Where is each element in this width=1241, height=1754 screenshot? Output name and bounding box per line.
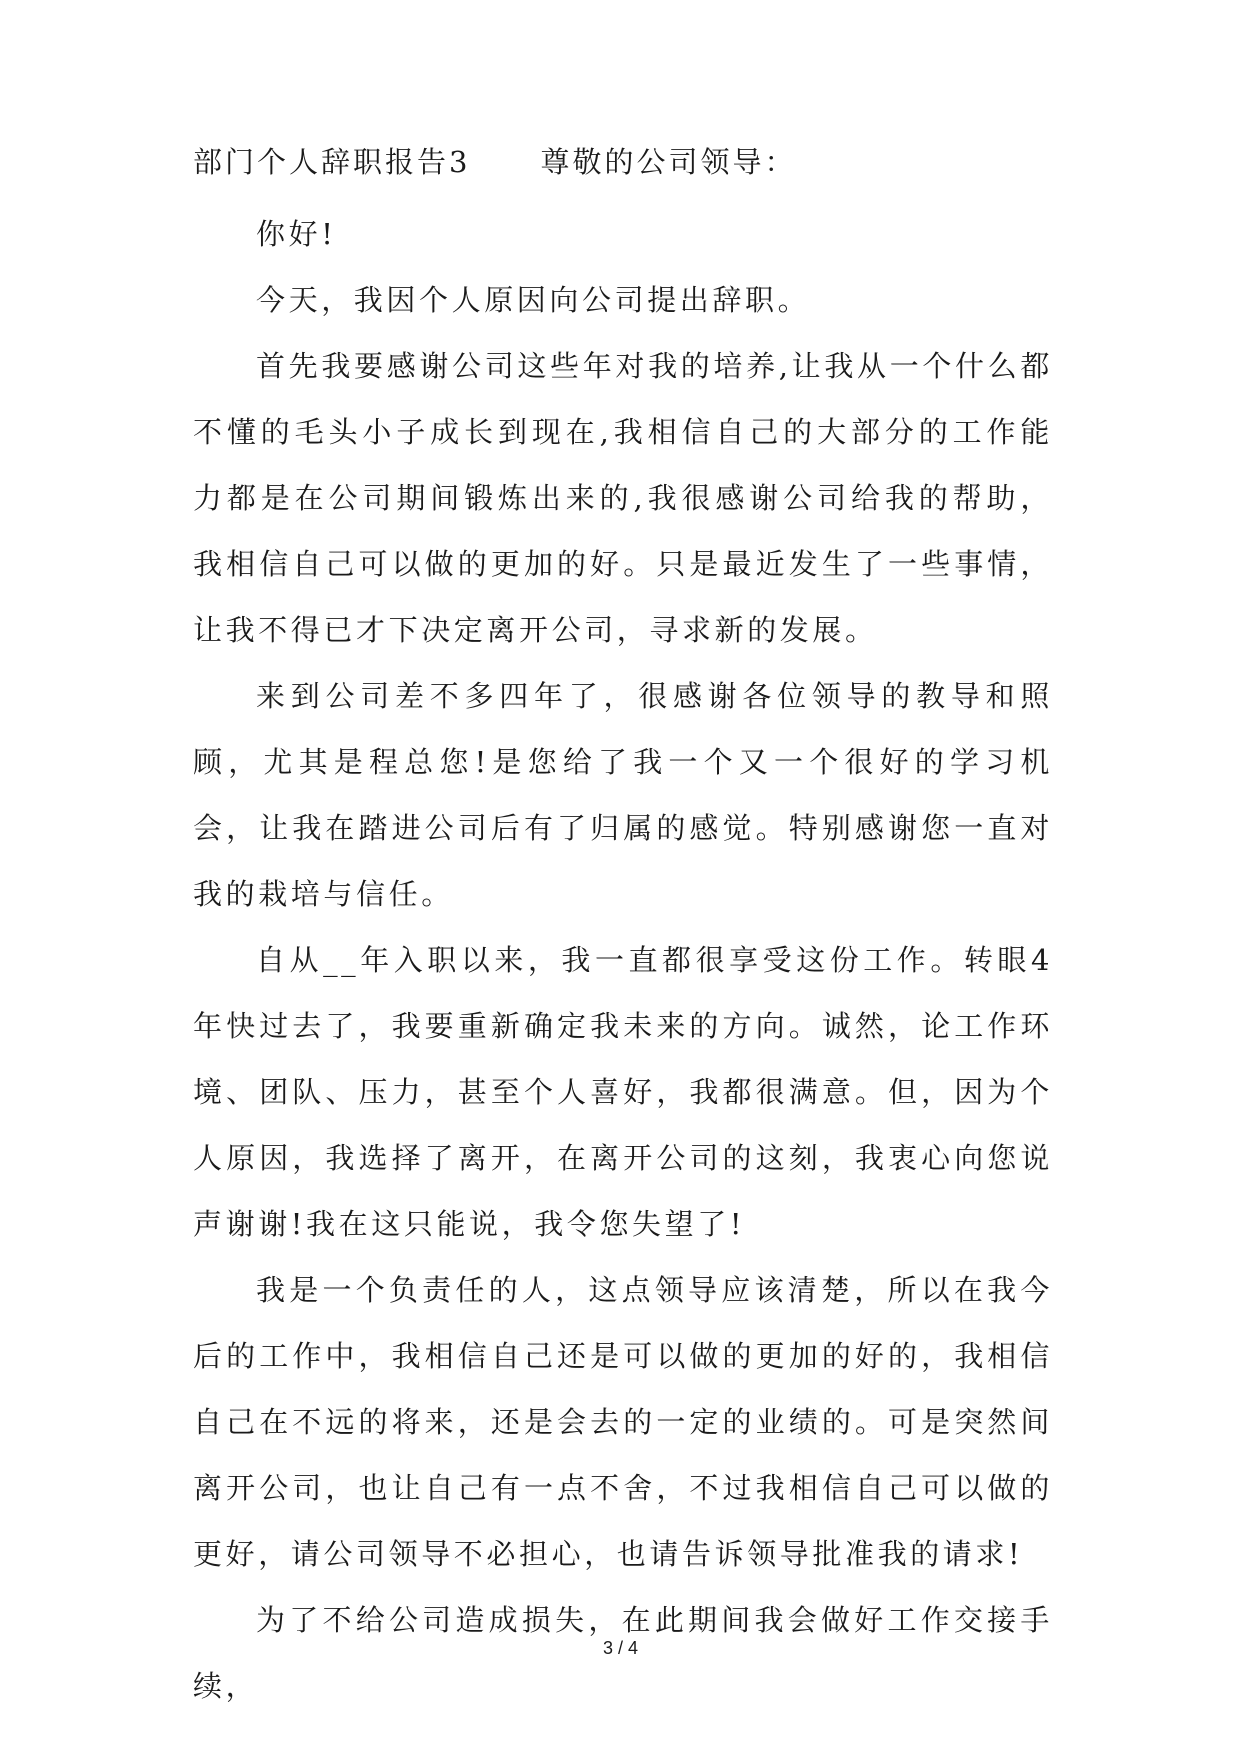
document-body xyxy=(193,201,1053,1719)
paragraph-1: 今天，我因个人原因向公司提出辞职。 xyxy=(256,283,811,317)
salutation: 尊敬的公司领导： xyxy=(540,145,797,179)
paragraph-3: 来到公司差不多四年了，很感谢各位领导的教导和照顾，尤其是程总您!是您给了我一个又一个很好的学习机会，让我在踏进公司后有了归属的感觉。特别感谢您一直对我的栽培与信任。 xyxy=(193,679,1053,911)
title-line xyxy=(193,145,797,179)
paragraph-2: 首先我要感谢公司这些年对我的培养,让我从一个什么都不懂的毛头小子成长到现在,我相信自己的大部分的工作能力都是在公司期间锻炼出来的,我很感谢公司给我的帮助，我相信自己可以做的更加的好。只是最近发生了一些事情，让我不得已才下决定离开公司，寻求新的发展。 xyxy=(193,349,1053,647)
paragraph-5: 我是一个负责任的人，这点领导应该清楚，所以在我今后的工作中，我相信自己还是可以做的更加的好的，我相信自己在不远的将来，还是会去的一定的业绩的。可是突然间离开公司，也让自己有一点不舍，不过我相信自己可以做的更好，请公司领导不必担心，也请告诉领导批准我的请求! xyxy=(193,1273,1053,1571)
paragraph-greeting: 你好! xyxy=(256,217,337,251)
paragraph-4: 自从__年入职以来，我一直都很享受这份工作。转眼4年快过去了，我要重新确定我未来的方向。诚然，论工作环境、团队、压力，甚至个人喜好，我都很满意。但，因为个人原因，我选择了离开，在离开公司的这刻，我衷心向您说声谢谢!我在这只能说，我令您失望了! xyxy=(193,943,1053,1241)
document-heading: 部门个人辞职报告3 xyxy=(193,145,471,179)
paragraph-6: 为了不给公司造成损失，在此期间我会做好工作交接手续， xyxy=(193,1603,1053,1703)
page-number: 3 / 4 xyxy=(602,1638,639,1658)
